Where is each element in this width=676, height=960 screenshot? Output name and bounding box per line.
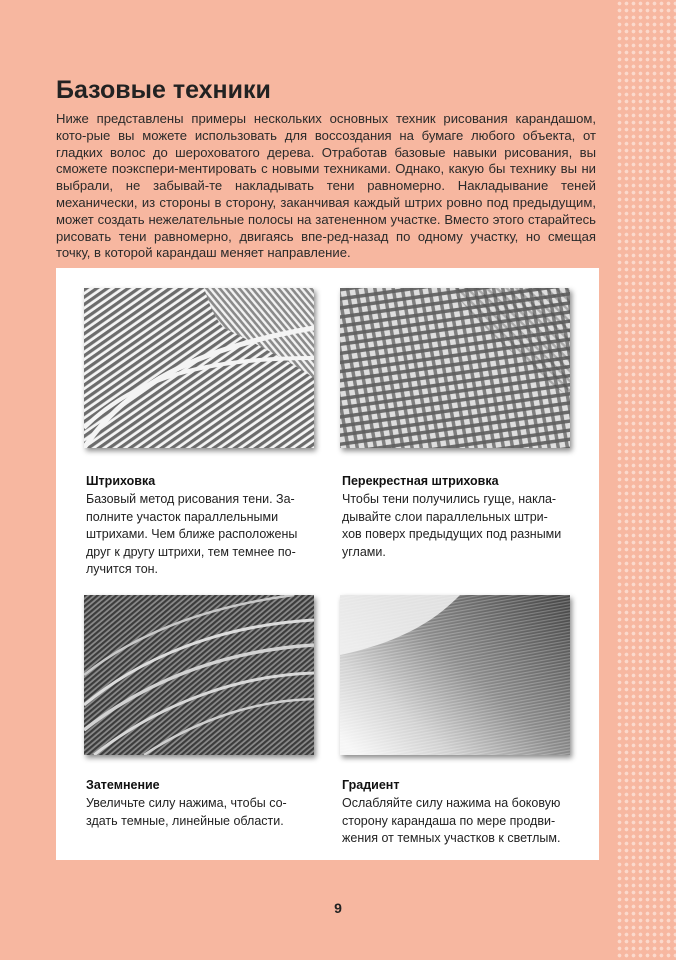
technique-description: Чтобы тени получились гуще, накла-дывайте слои параллельных штри-хов поверх предыдущих под разными углами. (342, 492, 562, 559)
techniques-panel (56, 268, 599, 860)
technique-title: Штриховка (86, 474, 156, 488)
technique-description: Базовый метод рисования тени. За-полните участок параллельными штрихами. Чем ближе расположены друг к другу штрихи, тем темнее по-лучится тон. (86, 492, 298, 576)
darkening-sample-image (84, 595, 314, 755)
crosshatching-sample-image (340, 288, 570, 448)
technique-description: Увеличьте силу нажима, чтобы со-здать темные, линейные области. (86, 796, 287, 828)
gradient-sample-image (340, 595, 570, 755)
page-title: Базовые техники (56, 76, 271, 104)
hatching-sample-image (84, 288, 314, 448)
technique-title: Градиент (342, 778, 400, 792)
page-number: 9 (334, 900, 342, 916)
technique-description: Ослабляйте силу нажима на боковую сторону карандаша по мере продви-жения от темных участков к светлым. (342, 796, 561, 845)
technique-title: Перекрестная штриховка (342, 474, 499, 488)
dotted-margin-pattern (616, 0, 676, 960)
technique-title: Затемнение (86, 778, 160, 792)
intro-paragraph: Ниже представлены примеры нескольких основных техник рисования карандашом, кото-рые вы можете использовать для воссоздания на бумаге любого объекта, от гладких волос до шероховатого дерева. Отработав базовые навыки рисования, вы сможете поэкспери-ментировать с новыми техниками. Однако, какую бы технику вы ни выбрали, не забывай-те накладывать тени равномерно. Накладывание теней механически, из стороны в сторону, заканчивая каждый штрих ровно под предыдущим, может создать нежелательные полосы на затененном участке. Вместо этого старайтесь рисовать тени равномерно, двигаясь впе-ред-назад по одному участку, но смещая точку, в которой карандаш меняет направление. (56, 111, 596, 261)
